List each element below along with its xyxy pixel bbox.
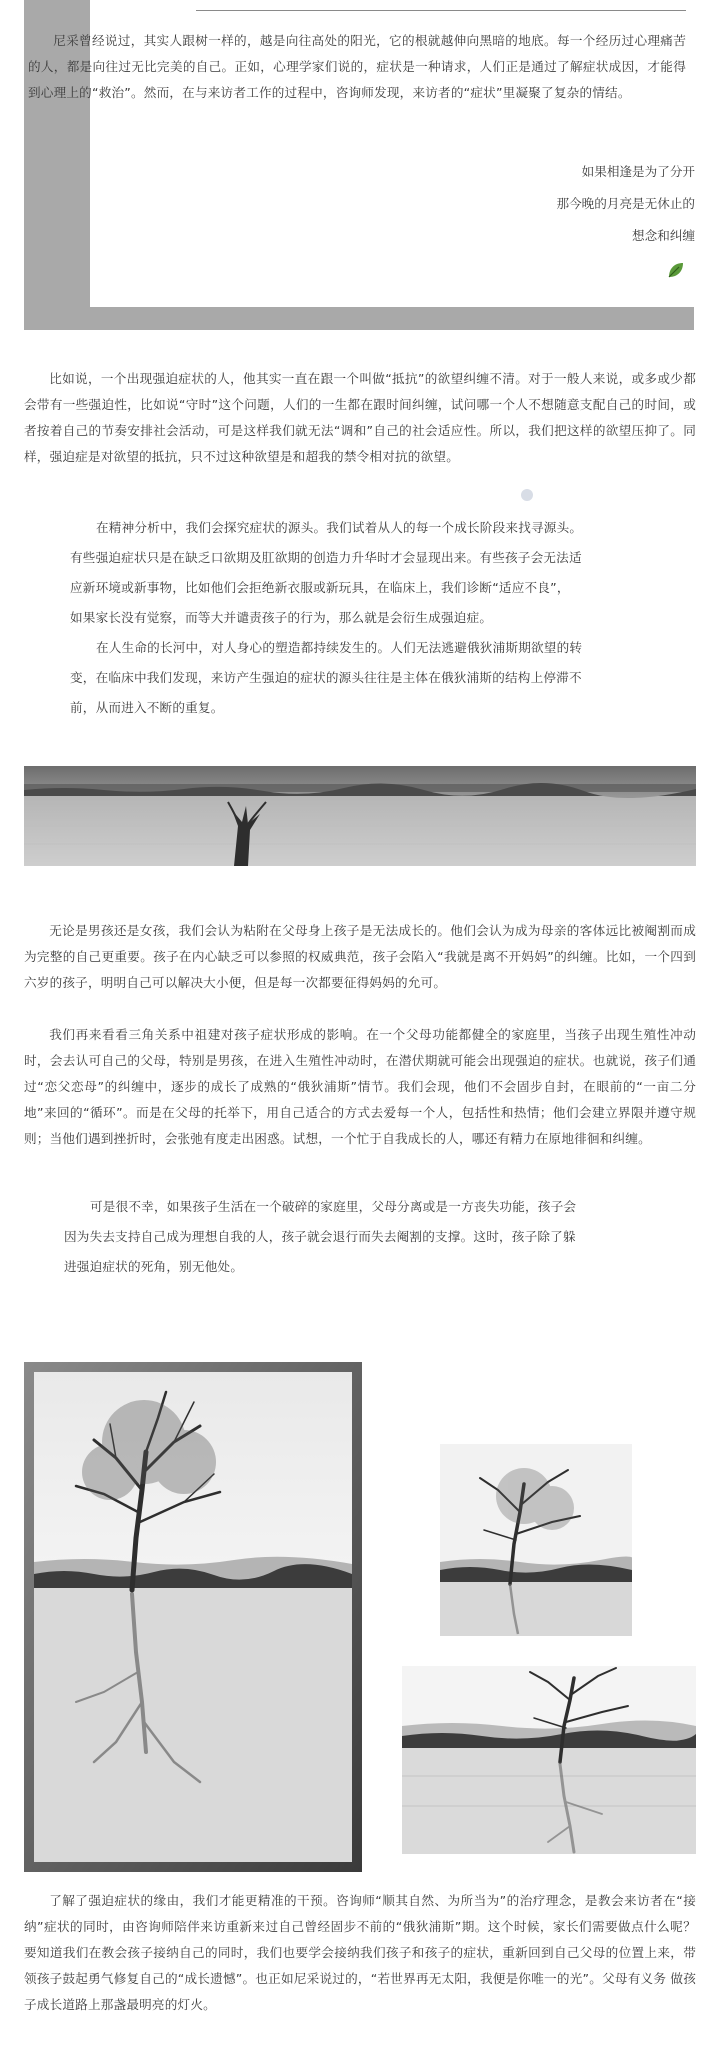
line: 在精神分析中，我们会探究症状的源头。我们试着从人的每一个成长阶段来找寻源头。 [96,520,583,535]
line: 在人生命的长河中，对人身心的塑造都持续发生的。人们无法逃避俄狄浦斯期欲望的转 [96,640,583,655]
paragraph-desire: 比如说，一个出现强迫症状的人，他其实一直在跟一个叫做“抵抗”的欲望纠缠不清。对于一般人来说，或多或少都会带有一些强迫性，比如说“守时”这个问题，人们的一生都在跟时间纠缠，试问哪一个人不想随意支配自己的时间，或者按着自己的节奏安排社会活动，可是这样我们就无法“调和”自己的社会适应性。所以，我们把这样的欲望压抑了。同样，强迫症是对欲望的抵抗，只不过这种欲望是和超我的禁令相对抗的欲望。 [24,371,696,464]
line: 前，从而进入不断的重复。 [70,700,224,715]
paragraph-attachment: 无论是男孩还是女孩，我们会认为粘附在父母身上孩子是无法成长的。他们会认为成为母亲的客体远比被阉割而成为完整的自己更重要。孩子在内心缺乏可以参照的权威典范，孩子会陷入“我就是离不开妈妈”的纠缠。比如，一个四到六岁的孩子，明明自己可以解决大小便，但是每一次都要征得妈妈的允可。 [24,923,696,990]
paragraph-triangle: 我们再来看看三角关系中祖建对孩子症状形成的影响。在一个父母功能都健全的家庭里，当孩子出现生殖性冲动时，会去认可自己的父母，特别是男孩，在进入生殖性冲动时，在潜伏期就可能会出现强迫的症状。也就说，孩子们通过“恋父恋母”的纠缠中，逐步的成长了成熟的“俄狄浦斯”情节。我们会现，他们不会固步自封，在眼前的“一亩二分地”来回的“循环”。而是在父母的托举下，用自己适合的方式去爱每一个人，包括性和热情；他们会建立界限并遵守规则；当他们遇到挫折时，会张弛有度走出困惑。试想，一个忙于自我成长的人，哪还有精力在原地徘徊和纠缠。 [24,1027,696,1146]
line: 如果家长没有觉察，而等大并谴责孩子的行为，那么就是会衍生成强迫症。 [70,610,493,625]
paragraph-conclusion: 了解了强迫症状的缘由，我们才能更精准的干预。咨询师“顺其自然、为所当为”的治疗理念，是教会来访者在“接纳”症状的同时，由咨询师陪伴来访重新来过自己曾经固步不前的“俄狄浦斯”期。这个时候，家长们需要做点什么呢？要知道我们在教会孩子接纳自己的同时，我们也要学会接纳我们孩子和孩子的症状，重新回到自己父母的位置上来，带领孩子鼓起勇气修复自己的“成长遗憾”。也正如尼采说过的，“若世界再无太阳，我便是你唯一的光”。父母有义务 做孩子成长道路上那盏最明亮的灯火。 [24,1893,696,2012]
poem-line-2: 那今晚的月亮是无休止的 [556,196,695,211]
line: 进强迫症状的死角，别无他处。 [64,1259,244,1274]
framed-tree-image [24,1362,362,1872]
tree-image-wide [402,1666,696,1854]
line: 因为失去支持自己成为理想自我的人，孩子就会退行而失去阉割的支撑。这时，孩子除了躲 [64,1229,576,1244]
line: 应新环境或新事物，比如他们会拒绝新衣服或新玩具，在临床上，我们诊断“适应不良”， [70,580,570,595]
intro-paragraph: 尼采曾经说过，其实人跟树一样的，越是向往高处的阳光，它的根就越伸向黑暗的地底。每一个经历过心理痛苦的人，都是向往过无比完美的自己。正如，心理学家们说的，症状是一种请求，人们正是通过了解症状成因，才能得到心理上的“救治”。然而，在与来访者工作的过程中，咨询师发现，来访者的“症状”里凝聚了复杂的情结。 [28,33,686,100]
dot-decoration [521,489,533,501]
divider [196,10,686,11]
poem-line-3: 想念和纠缠 [632,228,695,243]
line: 可是很不幸，如果孩子生活在一个破碎的家庭里，父母分离或是一方丧失功能，孩子会 [90,1199,577,1214]
line: 变，在临床中我们发现，来访产生强迫的症状的源头往往是主体在俄狄浦斯的结构上停滞不 [70,670,582,685]
tree-image-small [440,1444,632,1636]
lake-banner-image [24,766,696,866]
line: 有些强迫症状只是在缺乏口欲期及肛欲期的创造力升华时才会显现出来。有些孩子会无法适 [70,550,582,565]
poem-line-1: 如果相逢是为了分开 [581,164,695,179]
leaf-icon [666,260,686,280]
